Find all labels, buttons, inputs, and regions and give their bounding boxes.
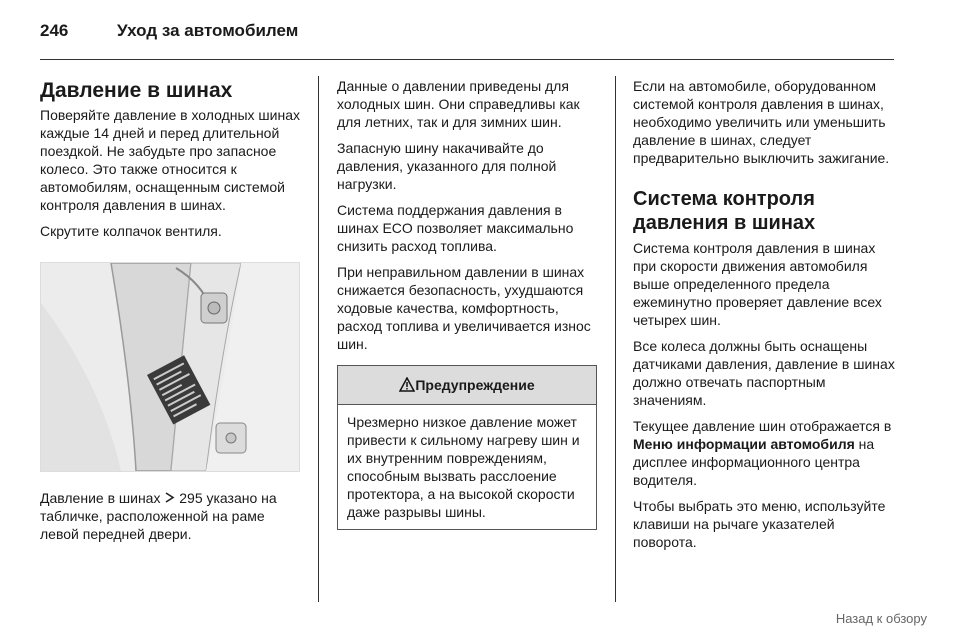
column-divider-1 (318, 76, 319, 602)
page-number: 246 (40, 21, 69, 40)
column-1 (40, 79, 302, 248)
column-divider-2 (615, 76, 616, 602)
column-2 (337, 77, 599, 361)
paragraph: Данные о давлении приведены для холодных шин. Они справедливы как для летних, так и для зимних шин. (337, 78, 580, 130)
arrow-reference-icon[interactable] (164, 489, 175, 507)
heading-tire-pressure: Давление в шинах (40, 79, 233, 102)
paragraph: Поверяйте давление в холодных шинах каждые 14 дней и перед длительной поездкой. Не забудьте про запасное колесо. Это также относится к автомобилям, оснащенным системой контроля давления в шинах. (40, 107, 301, 213)
paragraph: При неправильном давлении в шинах снижается безопасность, ухудшаются ходовые качества, комфортность, расход топлива и увеличивается износ шин. (337, 264, 591, 352)
para-end: на дисплее информационного центра водителя. (633, 436, 875, 488)
header-divider (40, 59, 894, 60)
warning-title: Предупреждение (415, 377, 535, 393)
back-to-overview-link[interactable]: Назад к обзору (835, 611, 927, 626)
paragraph: Система поддержания давления в шинах ECO позволяет максимально снизить расход топлива. (337, 202, 574, 254)
paragraph: Все колеса должны быть оснащены датчиками давления, давление в шинах должно отвечать паспортным значениям. (633, 338, 895, 408)
warning-triangle-icon (399, 368, 415, 406)
paragraph: Скрутите колпачок вентиля. (40, 223, 222, 239)
para-start: Текущее давление шин отображается в (633, 418, 892, 434)
paragraph: Запасную шину накачивайте до давления, указанного для полной нагрузки. (337, 140, 557, 192)
warning-box (337, 365, 597, 530)
paragraph: Если на автомобиле, оборудованном системой контроля давления в шинах, необходимо увеличить или уменьшить давление в шинах, следует предварительно выключить зажигание. (633, 78, 890, 166)
warning-text: Чрезмерно низкое давление может привести к сильному нагреву шин и их внутренним повреждениям, способным вызвать расслоение протектора, а на высокой скорости даже разрывы шины. (347, 414, 580, 520)
section-title: Уход за автомобилем (117, 21, 299, 40)
column-3 (633, 77, 895, 559)
caption-prefix: Давление в шинах (40, 490, 161, 506)
paragraph: Система контроля давления в шинах при скорости движения автомобиля выше определенного предела ежеминутно проверяет давление всех четырех шин. (633, 240, 882, 328)
paragraph (633, 417, 895, 489)
warning-header (338, 366, 596, 405)
menu-link[interactable]: Меню информации автомобиля (633, 436, 855, 452)
door-frame-tire-label-photo (40, 262, 300, 472)
paragraph: Чтобы выбрать это меню, используйте клавиши на рычаге указателей поворота. (633, 498, 886, 550)
heading-tpms: Система контроля давления в шинах (633, 188, 816, 234)
caption-rest[interactable]: 295 указано на табличке, расположенной на раме левой передней двери. (40, 490, 277, 542)
door-frame-illustration (41, 263, 299, 471)
photo-caption (40, 489, 302, 551)
